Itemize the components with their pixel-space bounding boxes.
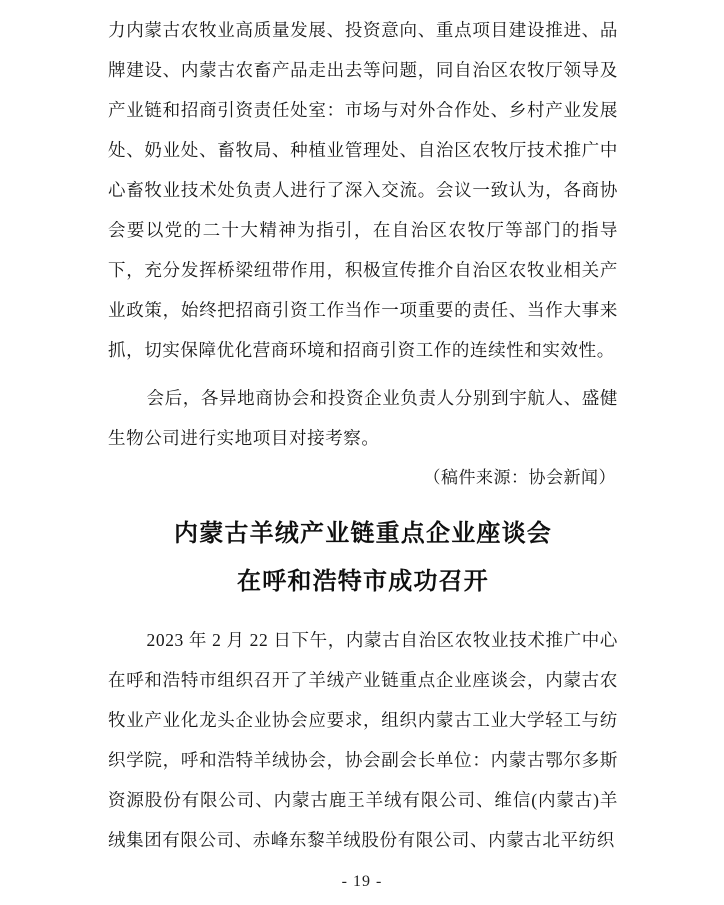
- page-content: [108, 0, 618, 860]
- paragraph-after-meeting: 会后，各异地商协会和投资企业负责人分别到宇航人、盛健生物公司进行实地项目对接考察。: [108, 388, 618, 448]
- paragraph-spacer: [108, 370, 618, 378]
- source-note: （稿件来源：协会新闻）: [423, 468, 616, 487]
- article-headline-line2: 在呼和浩特市成功召开: [237, 569, 489, 595]
- article-body-paragraph: 2023 年 2 月 22 日下午，内蒙古自治区农牧业技术推广中心在呼和浩特市组织召开了羊绒产业链重点企业座谈会，内蒙古农牧业产业化龙头企业协会应要求，组织内蒙古工业大学轻工与纺织学院，呼和浩特羊绒协会，协会副会长单位：内蒙古鄂尔多斯资源股份有限公司、内蒙古鹿王羊绒有限公司、维信(内蒙古)羊绒集团有限公司、赤峰东黎羊绒股份有限公司、内蒙古北平纺织: [108, 630, 618, 850]
- article-headline-line1: 内蒙古羊绒产业链重点企业座谈会: [174, 521, 552, 547]
- paragraph-continued: 力内蒙古农牧业高质量发展、投资意向、重点项目建设推进、品牌建设、内蒙古农畜产品走出去等问题，同自治区农牧厅领导及产业链和招商引资责任处室：市场与对外合作处、乡村产业发展处、奶业处、畜牧局、种植业管理处、自治区农牧厅技术推广中心畜牧业技术处负责人进行了深入交流。会议一致认为，各商协会要以党的二十大精神为指引，在自治区农牧厅等部门的指导下，充分发挥桥梁纽带作用，积极宣传推介自治区农牧业相关产业政策，始终把招商引资工作当作一项重要的责任、当作大事来抓，切实保障优化营商环境和招商引资工作的连续性和实效性。: [108, 20, 618, 360]
- page-number: - 19 -: [341, 873, 383, 890]
